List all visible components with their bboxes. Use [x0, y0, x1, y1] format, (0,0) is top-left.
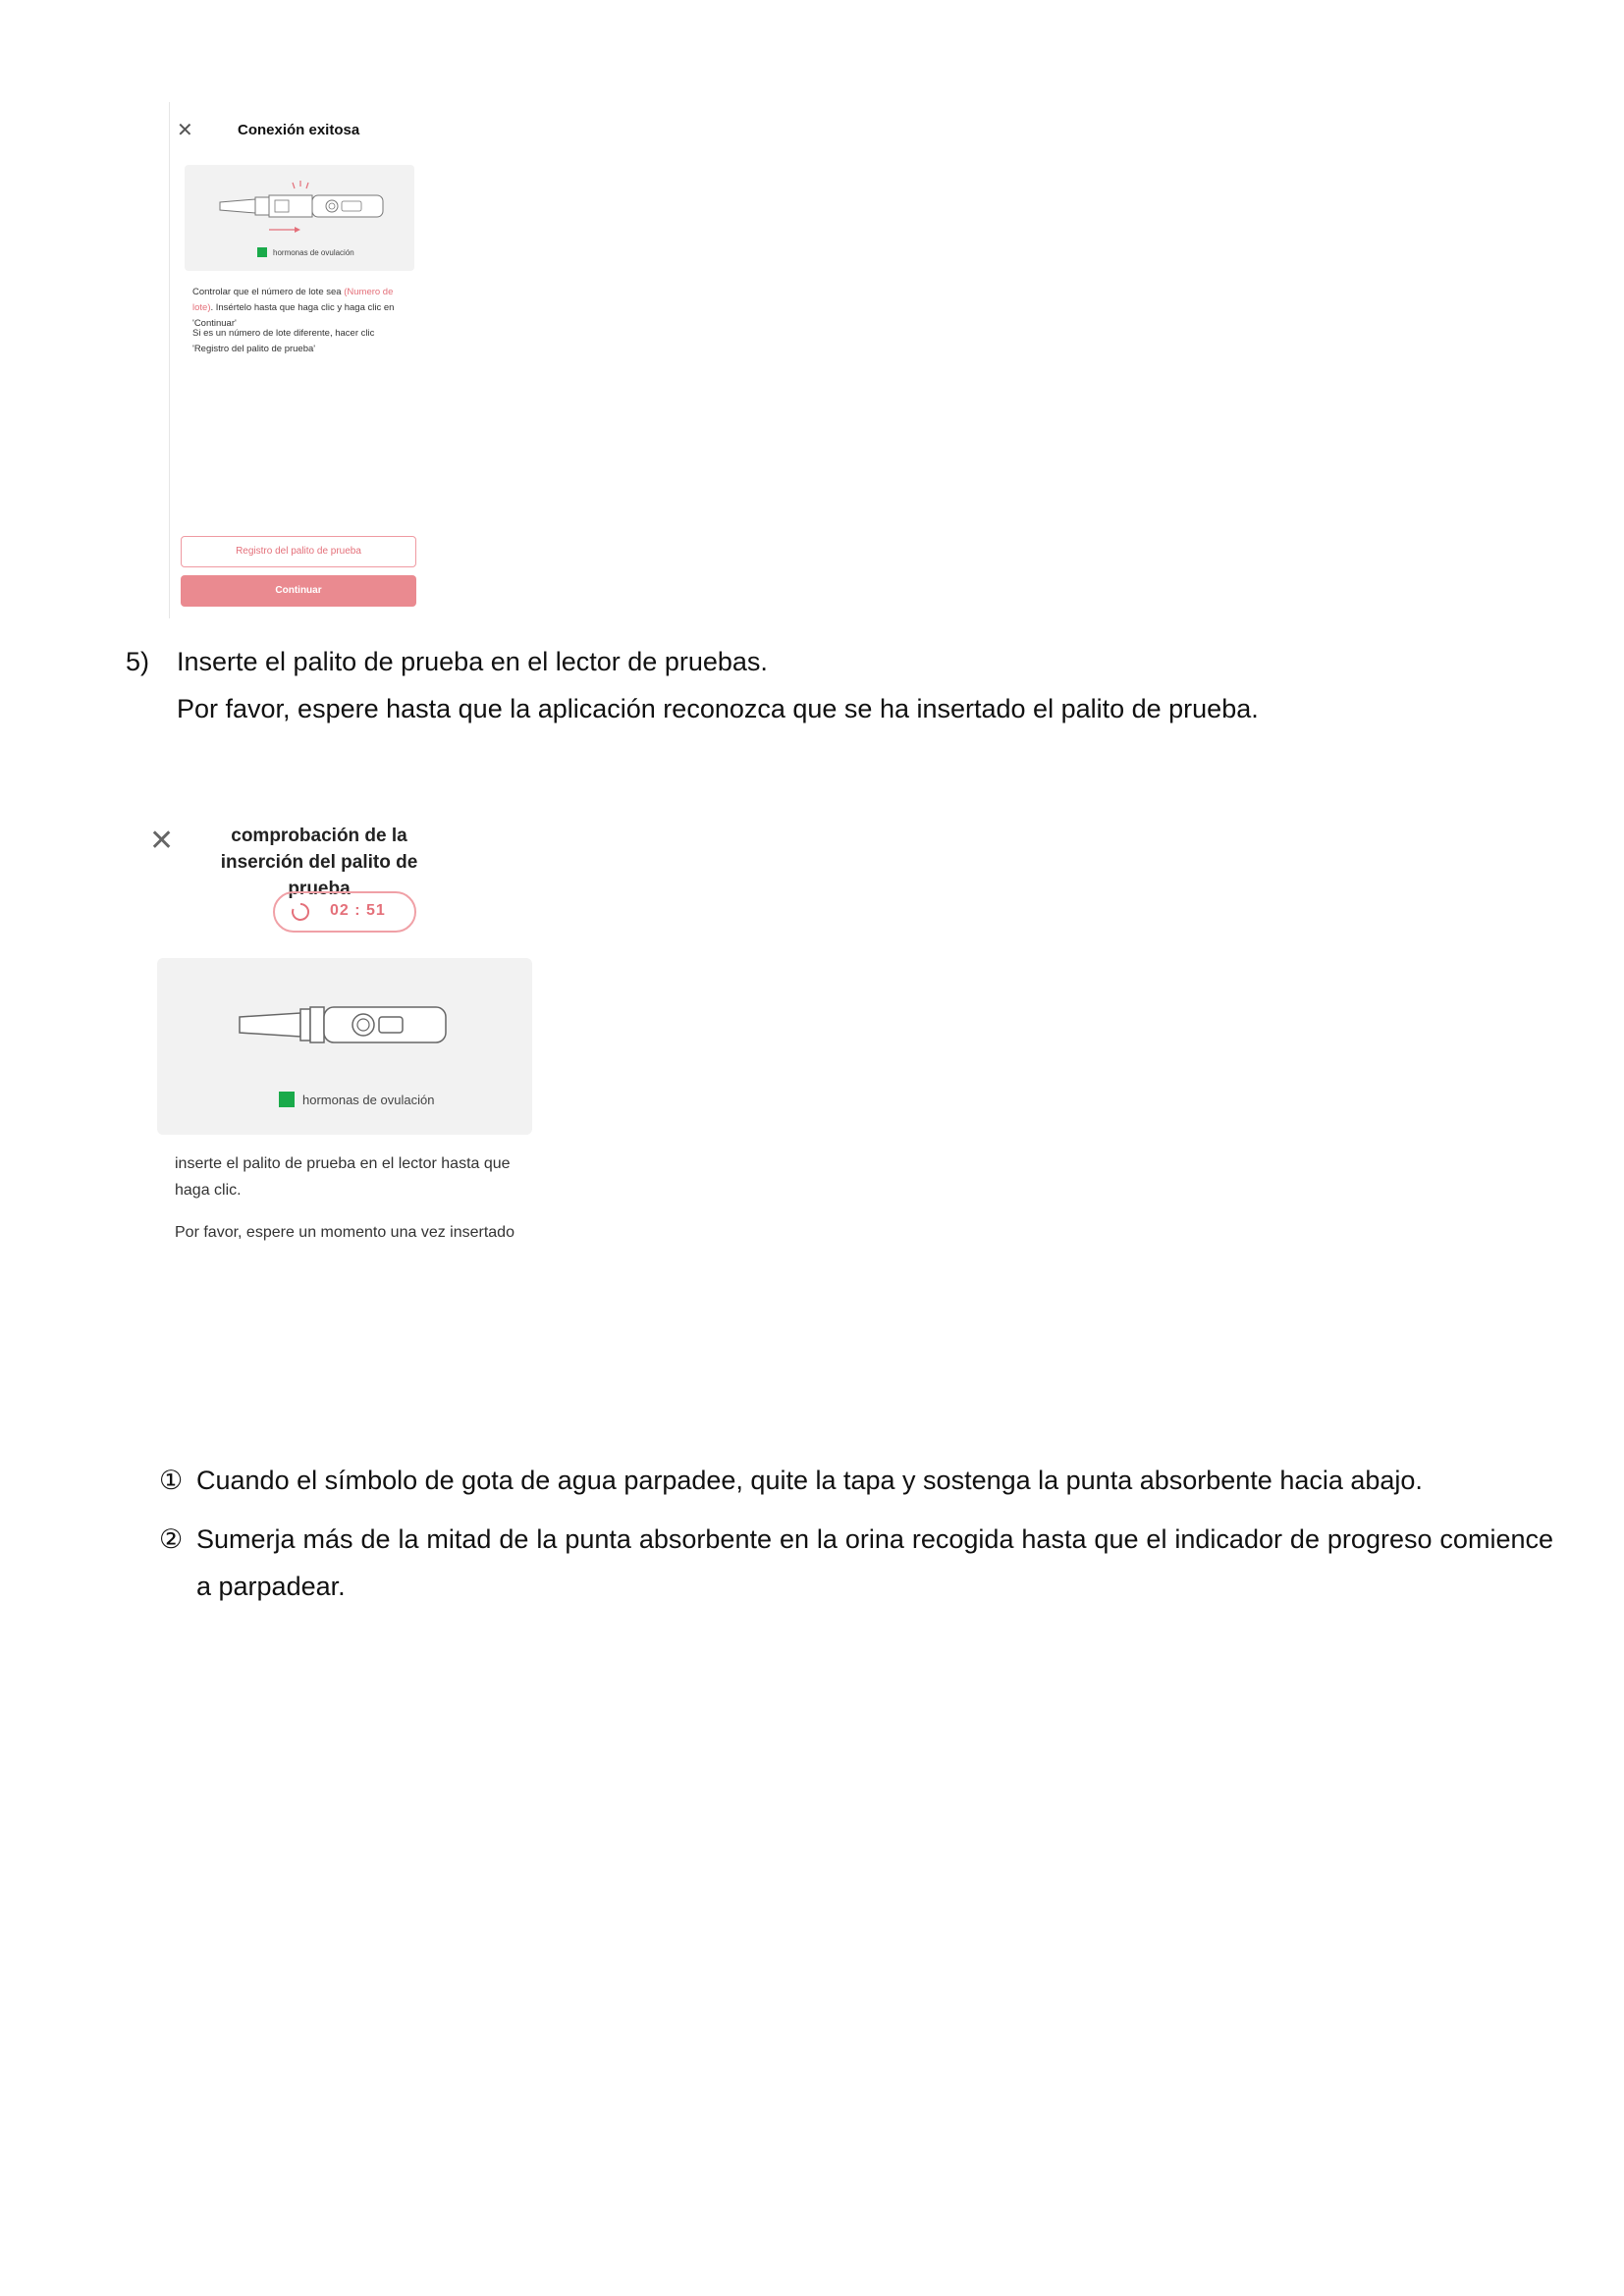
step-line-1: Inserte el palito de prueba en el lector de pruebas.	[177, 647, 768, 676]
legend-ovulation	[279, 1092, 434, 1107]
insert-instructions: inserte el palito de prueba en el lector hasta que haga clic.	[175, 1155, 511, 1199]
wait-instructions: Por favor, espere un momento una vez insertado	[175, 1224, 514, 1241]
list-item-text: Cuando el símbolo de gota de agua parpadee, quite la tapa y sostenga la punta absorbente hacia abajo.	[196, 1466, 1423, 1495]
step-number: 5)	[126, 647, 150, 676]
different-lot-text: Si es un número de lote diferente, hacer clic 'Registro del palito de prueba'	[192, 328, 375, 354]
list-item	[159, 1457, 1553, 1504]
close-icon[interactable]: ✕	[177, 120, 193, 141]
list-item-number: ②	[159, 1524, 184, 1554]
test-stick-reader-icon	[157, 958, 532, 1135]
lot-text-end: . Insértelo hasta que haga clic y haga clic en 'Continuar'	[192, 302, 395, 329]
reader-illustration-panel	[157, 958, 532, 1135]
legend-label: hormonas de ovulación	[273, 247, 354, 257]
legend-swatch	[257, 247, 267, 257]
legend-swatch	[279, 1092, 295, 1107]
timer-value: 02 : 51	[330, 902, 386, 919]
legend-label: hormonas de ovulación	[302, 1092, 435, 1107]
screenshot-insertion-check	[147, 805, 540, 1256]
step-line-2: Por favor, espere hasta que la aplicación reconozca que se ha insertado el palito de prueba.	[177, 694, 1259, 723]
legend-ovulation	[257, 247, 354, 257]
register-test-stick-button[interactable]: Registro del palito de prueba	[181, 536, 416, 567]
loading-spinner-icon	[291, 902, 310, 922]
continue-button[interactable]: Continuar	[181, 575, 416, 607]
close-icon[interactable]: ✕	[149, 825, 175, 857]
lot-number-highlight: (Numero de lote)	[192, 287, 394, 313]
list-item-text: Sumerja más de la mitad de la punta absorbente en la orina recogida hasta que el indicador de progreso comience a parpadear.	[196, 1524, 1553, 1601]
list-item	[159, 1516, 1553, 1610]
screen-edge	[169, 102, 170, 618]
list-item-number: ①	[159, 1466, 184, 1495]
lot-text-start: Controlar que el número de lote sea	[192, 287, 345, 297]
screen-title: comprobación de la inserción del palito de prueba	[220, 826, 418, 899]
screenshot-connection-success	[169, 102, 422, 618]
screen-title: Conexión exitosa	[238, 122, 360, 138]
lot-instructions	[192, 285, 408, 332]
timer-badge	[273, 891, 416, 933]
